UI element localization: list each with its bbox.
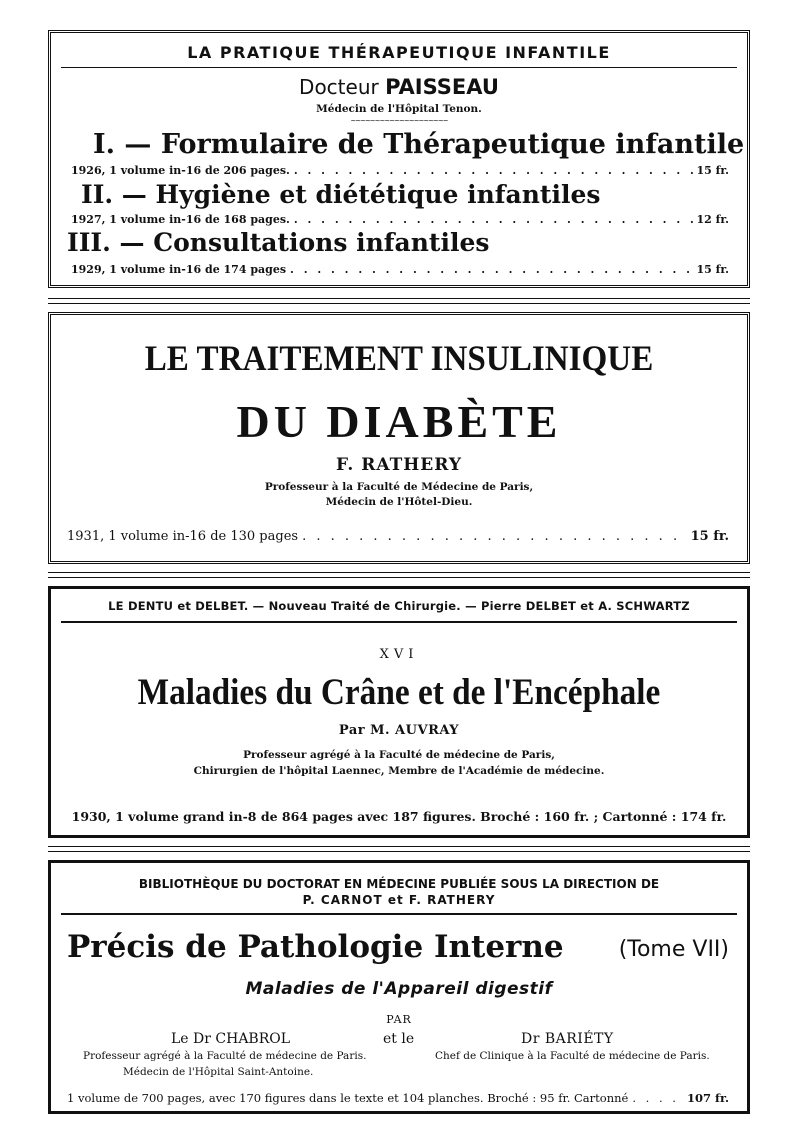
- author-name: Par M. AUVRAY: [338, 723, 460, 738]
- book-title: Précis de Pathologie Interne: [67, 929, 564, 965]
- volume-price: 12 fr.: [696, 213, 729, 226]
- series-header: LE DENTU et DELBET. — Nouveau Traité de Chirurgie. — Pierre DELBET et A. SCHWARTZ: [108, 599, 690, 613]
- author-role: Professeur agrégé à la Faculté de médecine de Paris,: [243, 749, 555, 761]
- book-subtitle: Maladies de l'Appareil digestif: [245, 979, 553, 999]
- ad-pratique-therapeutique: [48, 30, 750, 288]
- volume-number: XVI: [379, 647, 419, 662]
- author-name: F. RATHERY: [336, 455, 462, 475]
- author-name: PAISSEAU: [385, 75, 499, 99]
- author-prefix: Docteur: [299, 75, 379, 99]
- author2-name: Dr BARIÉTY: [521, 1031, 614, 1047]
- book-details: 1931, 1 volume in-16 de 130 pages: [67, 529, 299, 544]
- author1-role: Médecin de l'Hôpital Saint-Antoine.: [123, 1066, 314, 1078]
- par-label: PAR: [386, 1013, 412, 1026]
- divider: [61, 913, 737, 915]
- book-details-row: [67, 1091, 729, 1105]
- author-role: Professeur à la Faculté de Médecine de Paris,: [264, 481, 534, 493]
- author1-role: Professeur agrégé à la Faculté de médecine de Paris.: [83, 1050, 367, 1062]
- volume-price: 15 fr.: [696, 263, 729, 276]
- volume-row: [71, 164, 729, 177]
- author-role: Médecin de l'Hôtel-Dieu.: [325, 496, 473, 508]
- book-details-row: [67, 529, 729, 544]
- divider: [61, 621, 737, 623]
- book-title-line1: LE TRAITEMENT INSULINIQUE: [144, 338, 654, 378]
- series-title: BIBLIOTHÈQUE DU DOCTORAT EN MÉDECINE PUBLIÉE SOUS LA DIRECTION DE: [138, 877, 660, 891]
- author-line: [51, 75, 747, 99]
- volume-title: II. — Hygiène et diététique infantiles: [81, 180, 601, 209]
- book-title-line2: DU DIABÈTE: [236, 396, 562, 447]
- author-role: Chirurgien de l'hôpital Laennec, Membre de l'Académie de médecine.: [193, 765, 605, 777]
- ad-precis-pathologie: [48, 860, 750, 1114]
- divider: [61, 67, 737, 68]
- book-price: 107 fr.: [687, 1091, 729, 1105]
- separator: [48, 298, 750, 304]
- author2-role: Chef de Clinique à la Faculté de médecine de Paris.: [435, 1050, 710, 1062]
- book-price: 15 fr.: [690, 529, 729, 544]
- and-label: et le: [383, 1031, 415, 1047]
- volume-price: 15 fr.: [696, 164, 729, 177]
- ad-traitement-insulinique: [48, 312, 750, 564]
- series-directors: P. CARNOT et F. RATHERY: [302, 893, 496, 907]
- volume-details: 1926, 1 volume in-16 de 206 pages.: [71, 164, 290, 177]
- ad-maladies-crane: [48, 586, 750, 838]
- volume-row: [71, 213, 729, 226]
- volume-title: III. — Consultations infantiles: [67, 228, 490, 257]
- volume-row: [71, 263, 729, 276]
- book-details: 1 volume de 700 pages, avec 170 figures dans le texte et 104 planches. Broché : 95 fr. Cartonné: [67, 1091, 629, 1105]
- book-details: 1930, 1 volume grand in-8 de 864 pages avec 187 figures. Broché : 160 fr. ; Cartonné : 174 fr.: [71, 809, 727, 824]
- series-title: LA PRATIQUE THÉRAPEUTIQUE INFANTILE: [187, 43, 611, 62]
- separator: [48, 572, 750, 578]
- ornament: ~~~~~~~~~~~~~~~~~~~~: [350, 117, 448, 125]
- tome-number: (Tome VII): [618, 937, 729, 962]
- author1-name: Le Dr CHABROL: [171, 1031, 291, 1047]
- volume-details: 1929, 1 volume in-16 de 174 pages: [71, 263, 287, 276]
- volume-title: I. — Formulaire de Thérapeutique infantile: [93, 129, 745, 160]
- author-role: Médecin de l'Hôpital Tenon.: [316, 103, 482, 115]
- volume-details: 1927, 1 volume in-16 de 168 pages.: [71, 213, 290, 226]
- book-title: Maladies du Crâne et de l'Encéphale: [137, 672, 661, 713]
- separator: [48, 846, 750, 852]
